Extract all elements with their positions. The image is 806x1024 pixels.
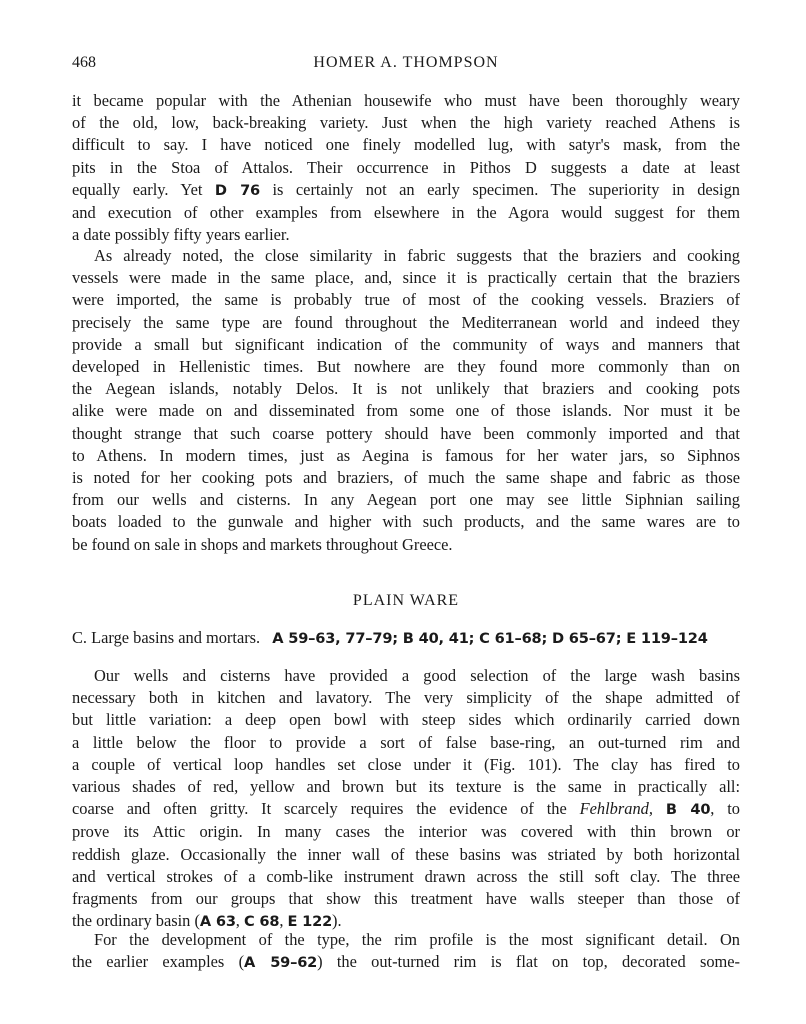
- text-line: and vertical strokes of a comb-like instrument drawn across the still soft clay. The three: [72, 866, 740, 886]
- text-line: Our wells and cisterns have provided a good selection of the large wash basins: [94, 666, 740, 685]
- text-line: the Aegean islands, notably Delos. It is not unlikely that braziers and cooking pots: [72, 379, 740, 399]
- subsection-heading: [72, 628, 740, 648]
- text-line: to Athens. In modern times, just as Aegina is famous for her water jars, so Siphnos: [72, 445, 740, 465]
- text-line: be found on sale in shops and markets throughout Greece.: [72, 534, 453, 554]
- text-line: a date possibly fifty years earlier.: [72, 225, 290, 245]
- text-line: but little variation: a deep open bowl with steep sides which ordinarily carried down: [72, 710, 740, 730]
- paragraph-1: [72, 90, 740, 246]
- text-line: coarse and often gritty. It scarcely requires the evidence of the Fehlbrand, B 40, to: [72, 799, 741, 819]
- text-line: vessels were made in the same place, and, since it is practically certain that the braziers: [72, 268, 740, 288]
- italic-term: Fehlbrand,: [579, 799, 653, 819]
- text-line: necessary both in kitchen and lavatory. The very simplicity of the shape admitted of: [72, 688, 740, 708]
- text-line: equally early. Yet D 76 is certainly not an early specimen. The superiority in design: [72, 179, 740, 199]
- text-line: provide a small but significant indication of the community of ways and manners that: [72, 334, 740, 354]
- text-line: developed in Hellenistic times. But nowhere are they found more commonly than on: [72, 357, 740, 377]
- text-line: were imported, the same is probably true of most of the cooking vessels. Braziers of: [72, 290, 740, 310]
- catalogue-ref: B 40: [665, 801, 711, 819]
- catalogue-ref: A 59–62: [244, 954, 318, 972]
- text-line: a little below the floor to provide a sort of false base-ring, an out-turned rim and: [72, 732, 740, 752]
- paragraph-2: [72, 245, 740, 556]
- catalogue-refs: A 59–63, 77–79; B 40, 41; C 61–68; D 65–67; E 119–124: [272, 630, 708, 647]
- text-line: is noted for her cooking pots and braziers, of much the same shape and fabric as those: [72, 468, 740, 488]
- text-line: alike were made on and disseminated from some one of those islands. Nor must it be: [72, 401, 740, 421]
- catalogue-ref: C 68: [244, 913, 280, 931]
- page-header: [72, 54, 740, 76]
- paragraph-3: [72, 665, 740, 933]
- text-line: from our wells and cisterns. In any Aegean port one may see little Siphnian sailing: [72, 490, 740, 510]
- text-line: pits in the Stoa of Attalos. Their occurrence in Pithos D suggests a date at least: [72, 157, 740, 177]
- text-line: it became popular with the Athenian housewife who must have been thoroughly weary: [72, 91, 740, 110]
- section-heading: PLAIN WARE: [352, 592, 460, 609]
- text-line: As already noted, the close similarity in fabric suggests that the braziers and cooking: [94, 246, 740, 265]
- text-line: thought strange that such coarse pottery should have been commonly imported and that: [72, 423, 740, 443]
- text-line: difficult to say. I have noticed one finely modelled lug, with satyr's mask, from the: [72, 135, 740, 155]
- text-line: and execution of other examples from elsewhere in the Agora would suggest for them: [72, 203, 740, 223]
- text-line: reddish glaze. Occasionally the inner wall of these basins was striated by both horizontal: [72, 844, 740, 864]
- page-number: 468: [72, 54, 96, 71]
- catalogue-ref: A 63: [199, 913, 236, 931]
- catalogue-ref: E 122: [287, 913, 333, 931]
- text-line: boats loaded to the gunwale and higher with such products, and the same wares are to: [72, 512, 740, 532]
- text-line: For the development of the type, the rim profile is the most significant detail. On: [94, 930, 740, 949]
- paragraph-4: [72, 929, 740, 974]
- text-line: the earlier examples (A 59–62) the out-turned rim is flat on top, decorated some-: [72, 952, 741, 972]
- text-line: prove its Attic origin. In many cases the interior was covered with thin brown or: [72, 822, 740, 842]
- text-line: of the old, low, back-breaking variety. Just when the high variety reached Athens is: [72, 113, 740, 133]
- text-line: fragments from our groups that show this treatment have walls steeper than those of: [72, 889, 740, 909]
- text-line: a couple of vertical loop handles set close under it (Fig. 101). The clay has fired to: [72, 754, 740, 774]
- text-line: precisely the same type are found throughout the Mediterranean world and indeed they: [72, 312, 740, 332]
- subsection-label: C. Large basins and mortars.: [72, 628, 261, 647]
- catalogue-ref: D 76: [214, 181, 260, 199]
- text-line: the ordinary basin (A 63, C 68, E 122).: [72, 911, 342, 931]
- text-line: various shades of red, yellow and brown but its texture is the same in practically all:: [72, 777, 740, 797]
- running-head: HOMER A. THOMPSON: [313, 54, 499, 71]
